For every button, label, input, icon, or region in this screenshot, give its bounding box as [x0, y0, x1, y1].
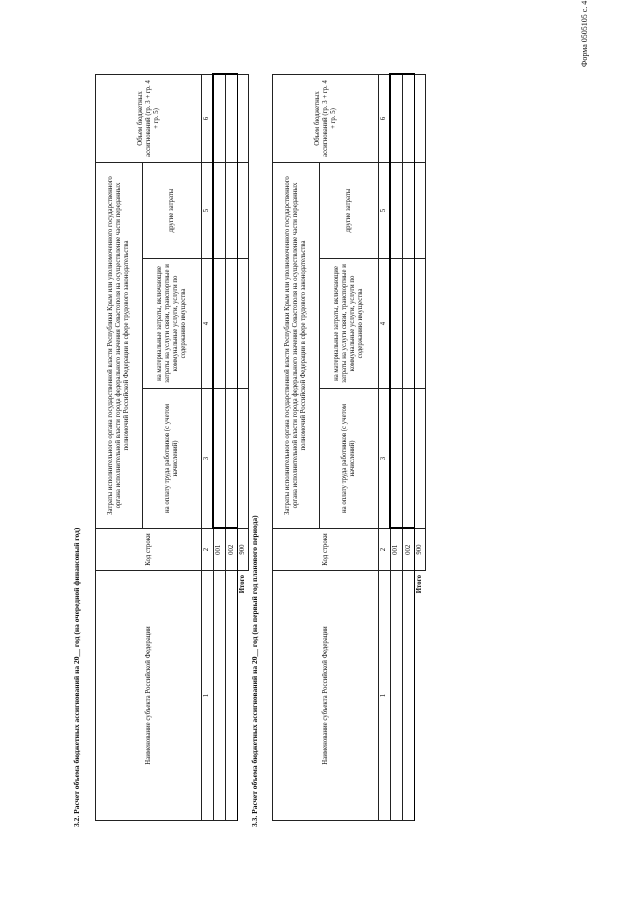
- labor-cell[interactable]: [403, 389, 415, 529]
- total-row: [238, 75, 249, 821]
- section-title-3-2: 3.2. Расчет объема бюджетных ассигнований на 20__ год (на очередной финансовый год): [72, 527, 81, 827]
- total-volume-cell[interactable]: [415, 75, 426, 163]
- calculation-table-3-3: [272, 74, 426, 822]
- table-row: [213, 75, 226, 821]
- header-costs-group: Затраты исполнительного органа государственной власти Республики Крым или уполномоченного государственного органа исполнительной власти города федерального значения Севастополя на осуществление части переданных полномочий Российской Федерации в сфере трудового законодательства: [273, 163, 320, 529]
- row-code: 002: [403, 529, 415, 571]
- column-number: 6: [202, 75, 214, 163]
- total-code: 900: [238, 529, 249, 571]
- volume-cell[interactable]: [403, 75, 415, 163]
- material-cell[interactable]: [403, 259, 415, 389]
- column-number: 5: [379, 163, 391, 259]
- column-number: 2: [379, 529, 391, 571]
- table-row: [390, 75, 403, 821]
- header-volume: Объем бюджетных ассигнований (гр. 3 + гр. 4 + гр. 5): [273, 75, 379, 163]
- other-cell[interactable]: [226, 163, 238, 259]
- column-number: 2: [202, 529, 214, 571]
- labor-cell[interactable]: [390, 389, 403, 529]
- column-number: 4: [202, 259, 214, 389]
- other-cell[interactable]: [390, 163, 403, 259]
- header-volume: Объем бюджетных ассигнований (гр. 3 + гр. 4 + гр. 5): [96, 75, 202, 163]
- total-material-cell[interactable]: [238, 259, 249, 389]
- column-number: 4: [379, 259, 391, 389]
- section-title-3-3: 3.3. Расчет объема бюджетных ассигнований на 20__ год (на первый год планового периода): [250, 515, 259, 827]
- volume-cell[interactable]: [226, 75, 238, 163]
- header-labor: на оплату труда работников (с учетом начислений): [320, 389, 379, 529]
- header-other: другие затраты: [143, 163, 202, 259]
- volume-cell[interactable]: [213, 75, 226, 163]
- column-number: 3: [202, 389, 214, 529]
- column-number: 1: [379, 571, 391, 821]
- labor-cell[interactable]: [226, 389, 238, 529]
- other-cell[interactable]: [403, 163, 415, 259]
- subject-name-cell[interactable]: [390, 571, 403, 821]
- header-costs-group: Затраты исполнительного органа государственной власти Республики Крым или уполномоченного государственного органа исполнительной власти города федерального значения Севастополя на осуществление части переданных полномочий Российской Федерации в сфере трудового законодательства: [96, 163, 143, 529]
- row-code: 002: [226, 529, 238, 571]
- material-cell[interactable]: [226, 259, 238, 389]
- header-other: другие затраты: [320, 163, 379, 259]
- volume-cell[interactable]: [390, 75, 403, 163]
- total-volume-cell[interactable]: [238, 75, 249, 163]
- table-row: [226, 75, 238, 821]
- form-code: Форма 0505105 с. 4: [580, 0, 589, 67]
- total-other-cell[interactable]: [238, 163, 249, 259]
- total-other-cell[interactable]: [415, 163, 426, 259]
- total-material-cell[interactable]: [415, 259, 426, 389]
- column-number: 5: [202, 163, 214, 259]
- total-labor-cell[interactable]: [238, 389, 249, 529]
- total-label: Итого: [416, 575, 424, 594]
- total-labor-cell[interactable]: [415, 389, 426, 529]
- header-row-code: Код строки: [96, 529, 202, 571]
- subject-name-cell[interactable]: [213, 571, 226, 821]
- header-labor: на оплату труда работников (с учетом начислений): [143, 389, 202, 529]
- column-number: 6: [379, 75, 391, 163]
- table-row: [403, 75, 415, 821]
- row-code: 001: [213, 529, 226, 571]
- other-cell[interactable]: [213, 163, 226, 259]
- header-row-code: Код строки: [273, 529, 379, 571]
- column-number: 1: [202, 571, 214, 821]
- subject-name-cell[interactable]: [403, 571, 415, 821]
- header-material: на материальные затраты, включающие затраты на услуги связи, транспортные и коммунальные услуги, услуги по содержанию имущества: [320, 259, 379, 389]
- header-material: на материальные затраты, включающие затраты на услуги связи, транспортные и коммунальные услуги, услуги по содержанию имущества: [143, 259, 202, 389]
- header-subject-name: Наименование субъекта Российской Федерации: [273, 571, 379, 821]
- material-cell[interactable]: [390, 259, 403, 389]
- total-label: Итого: [239, 575, 247, 594]
- subject-name-cell[interactable]: [226, 571, 238, 821]
- labor-cell[interactable]: [213, 389, 226, 529]
- material-cell[interactable]: [213, 259, 226, 389]
- total-row: [415, 75, 426, 821]
- header-subject-name: Наименование субъекта Российской Федерации: [96, 571, 202, 821]
- total-code: 900: [415, 529, 426, 571]
- column-number: 3: [379, 389, 391, 529]
- row-code: 001: [390, 529, 403, 571]
- calculation-table-3-2: [95, 74, 249, 822]
